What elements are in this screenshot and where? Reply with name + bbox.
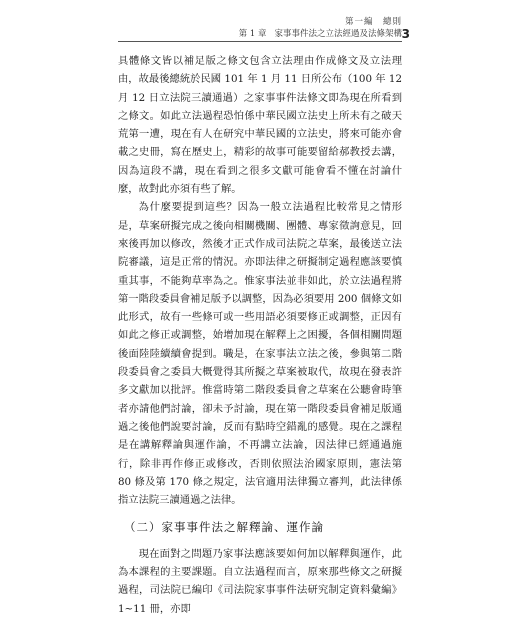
running-head-chapter-title: 家事事件法之立法經過及法條架構 xyxy=(274,29,402,39)
running-head-chapter-line xyxy=(239,28,402,40)
running-head xyxy=(239,16,402,40)
running-head-chapter: 第 1 章 xyxy=(238,29,267,39)
page-number: 3 xyxy=(401,27,410,41)
header-rule xyxy=(118,41,402,42)
paragraph-2: 為什麼要提到這些？因為一般立法過程比較常見之情形是，草案研擬完成之後向相關機關、團體、專家徵詢意見，回來後再加以修改，然後才正式作成司法院之草案，最後送立法院審議，這是正常的情況。亦即法律之研擬制定過程應該要慎重其事，不能夠草率為之。惟家事法並非如此，於立法過程將第一階段委員會補足版予以調整，因為必須要用 200 個條文如此形式，故有一些條可或一些用語必須要修正或調整，正因有如此之修正或調整，始增加現在解釋上之困擾，各個相關問題後面陸陸續續會提到。職是，在家事法立法之後，參與第二階段委員會之委員大概覺得其所擬之草案被取代，故現在發表許多文獻加以批評。惟當時第二階段委員會之草案在公聽會時筆者亦請他們討論，卻未予討論，現在第一階段委員會補足版通過之後他們說要討論，反而有點時空錯亂的感覺。現在之課程是在講解釋論與運作論，不再講立法論，因法律已經通過施行，除非再作修正或修改，否則依照法治國家原則，憲法第 80 條及第 170 條之規定，法官適用法律獨立審判，此法律係指立法院三讀通過之法律。 xyxy=(118,201,402,507)
paragraph-1: 具體條文皆以補足版之條文包含立法理由作成條文及立法理由，故最後總統於民國 101 年 1 月 11 日所公布（100 年 12 月 12 日立法院三讀通過）之家事事件法條文即為現在所看到之條文。如此立法過程恐怕係中華民國立法史上所未有之破天荒第一遭，現在有人在研究中華民國的立法史，將來可能亦會載之史冊，寫在歷史上，精彩的故事可能要留給郝教授去講，因為這段不講，現在看到之很多文獻可能會看不懂在討論什麼，故對此亦須有些了解。 xyxy=(118,55,402,196)
section-heading: （二）家事事件法之解釋論、運作論 xyxy=(124,520,324,535)
body-text xyxy=(118,52,402,618)
paragraph-3: 現在面對之問題乃家事法應該要如何加以解釋與運作，此為本課程的主要課題。自立法過程而言，原來那些條文之研擬過程，司法院已編印《司法院家事事件法研究制定資料彙編》1~11 冊，亦即 xyxy=(118,547,402,615)
running-head-part: 第一編 總則 xyxy=(344,17,402,27)
